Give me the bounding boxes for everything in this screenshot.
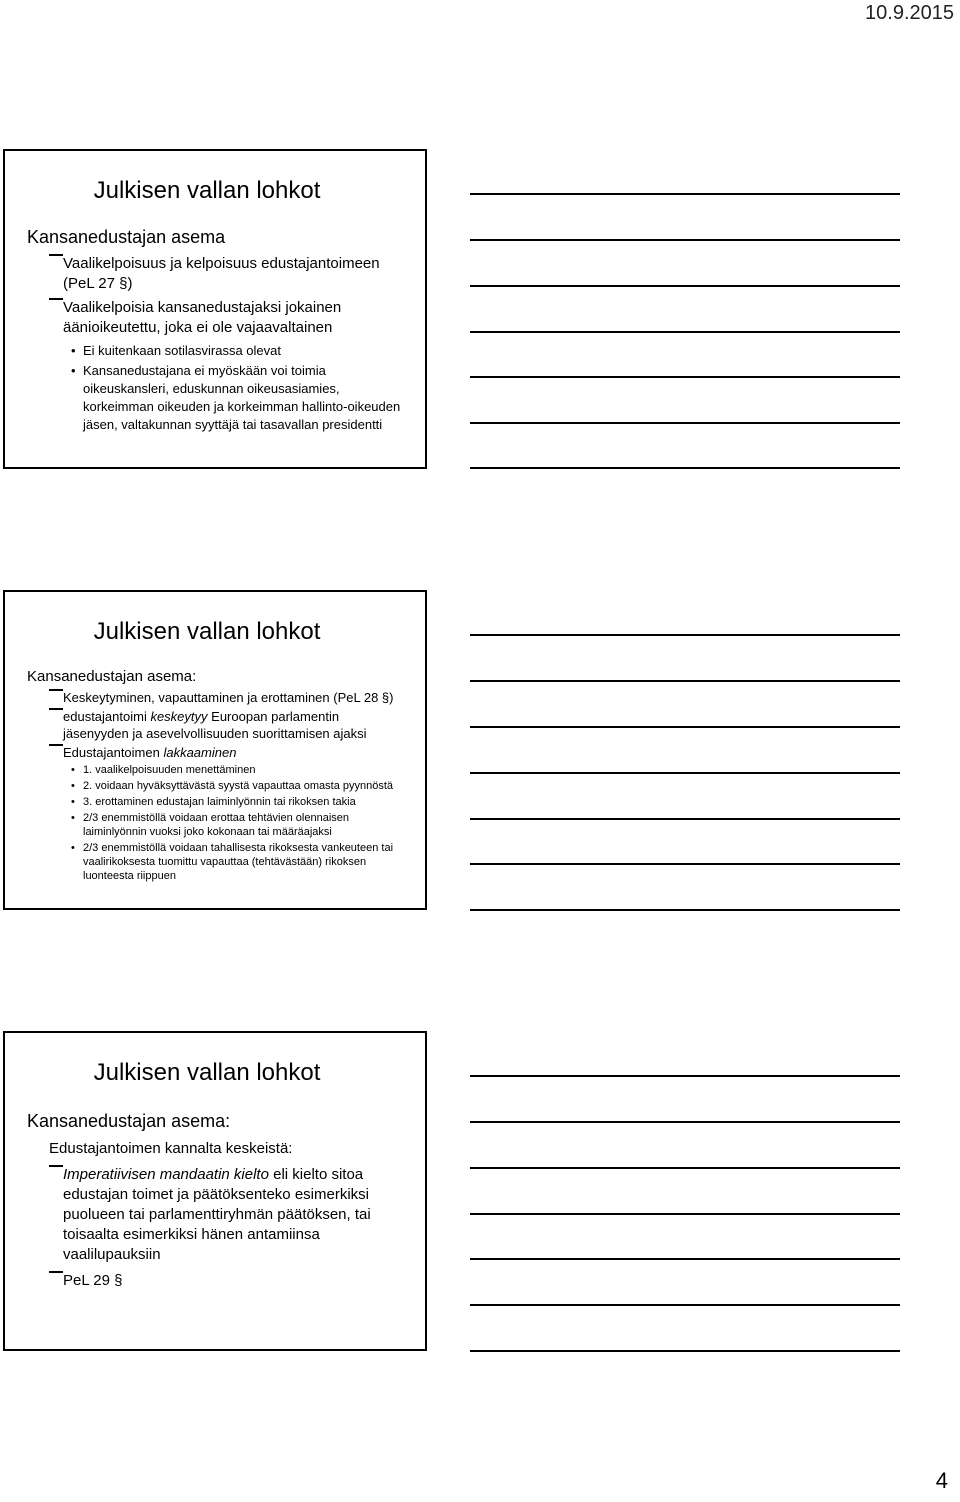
note-line (470, 726, 900, 728)
slide-subheading: Edustajantoimen kannalta keskeistä: (49, 1140, 293, 1157)
list-item: • Ei kuitenkaan sotilasvirassa olevat (27, 342, 405, 360)
note-line (470, 467, 900, 469)
page-date: 10.9.2015 (865, 2, 954, 24)
slide-body (27, 227, 405, 434)
slide-body (27, 1111, 395, 1291)
list-item: Keskeytyminen, vapauttaminen ja erottaminen (PeL 28 §) (27, 689, 403, 706)
note-line (470, 331, 900, 333)
note-line (470, 285, 900, 287)
note-line (470, 1075, 900, 1077)
list-item: • 1. vaalikelpoisuuden menettäminen (27, 763, 403, 777)
list-item: PeL 29 § (27, 1271, 395, 1291)
list-item: Vaalikelpoisia kansanedustajaksi jokainen äänioikeutettu, joka ei ole vajaavaltainen (27, 298, 405, 338)
slide-title: Julkisen vallan lohkot (93, 1059, 321, 1086)
note-line (470, 376, 900, 378)
note-line (470, 239, 900, 241)
list-item: • 2/3 enemmistöllä voidaan erottaa tehtävien olennaisen laiminlyönnin vuoksi joko kokonaan tai määräajaksi (27, 811, 403, 839)
note-line (470, 634, 900, 636)
slide-heading: Kansanedustajan asema: (27, 668, 197, 685)
slide-body (27, 668, 403, 883)
slide-2 (3, 590, 427, 910)
slide-title: Julkisen vallan lohkot (93, 177, 321, 204)
note-line (470, 1350, 900, 1352)
note-line (470, 1121, 900, 1123)
list-item: • 2/3 enemmistöllä voidaan tahallisesta rikoksesta vankeuteen tai vaalirikoksesta tuomittu vapauttaa (tehtävästään) rikoksen luonteesta riippuen (27, 841, 403, 883)
slide-3 (3, 1031, 427, 1351)
list-item: • Kansanedustajana ei myöskään voi toimia oikeuskansleri, eduskunnan oikeusasiamies, korkeimman oikeuden ja korkeimman hallinto-oikeuden jäsen, valtakunnan syyttäjä tai tasavallan presidentti (27, 362, 405, 434)
list-item: • 2. voidaan hyväksyttävästä syystä vapauttaa omasta pyynnöstä (27, 779, 403, 793)
slide-heading: Kansanedustajan asema: (27, 1111, 231, 1131)
note-line (470, 1304, 900, 1306)
note-line (470, 772, 900, 774)
note-line (470, 1213, 900, 1215)
list-item: • 3. erottaminen edustajan laiminlyönnin tai rikoksen takia (27, 795, 403, 809)
list-item: edustajantoimi keskeytyy Euroopan parlamentin jäsenyyden ja asevelvollisuuden suorittamisen ajaksi (27, 708, 403, 742)
list-item: Imperatiivisen mandaatin kielto eli kielto sitoa edustajan toimet ja päätöksenteko esimerkiksi puolueen tai parlamenttiryhmän päätöksen, tai toisaalta esimerkiksi hänen antamiinsa vaalilupauksiin (27, 1165, 395, 1265)
note-line (470, 193, 900, 195)
slide-heading: Kansanedustajan asema (27, 227, 226, 247)
slide-1 (3, 149, 427, 469)
list-item: Vaalikelpoisuus ja kelpoisuus edustajantoimeen (PeL 27 §) (27, 254, 405, 294)
note-line (470, 680, 900, 682)
page-number: 4 (935, 1468, 948, 1493)
note-line (470, 863, 900, 865)
note-line (470, 1258, 900, 1260)
note-line (470, 818, 900, 820)
note-line (470, 1167, 900, 1169)
note-line (470, 422, 900, 424)
slide-title: Julkisen vallan lohkot (93, 618, 321, 645)
note-line (470, 909, 900, 911)
list-item: Edustajantoimen lakkaaminen (27, 744, 403, 761)
